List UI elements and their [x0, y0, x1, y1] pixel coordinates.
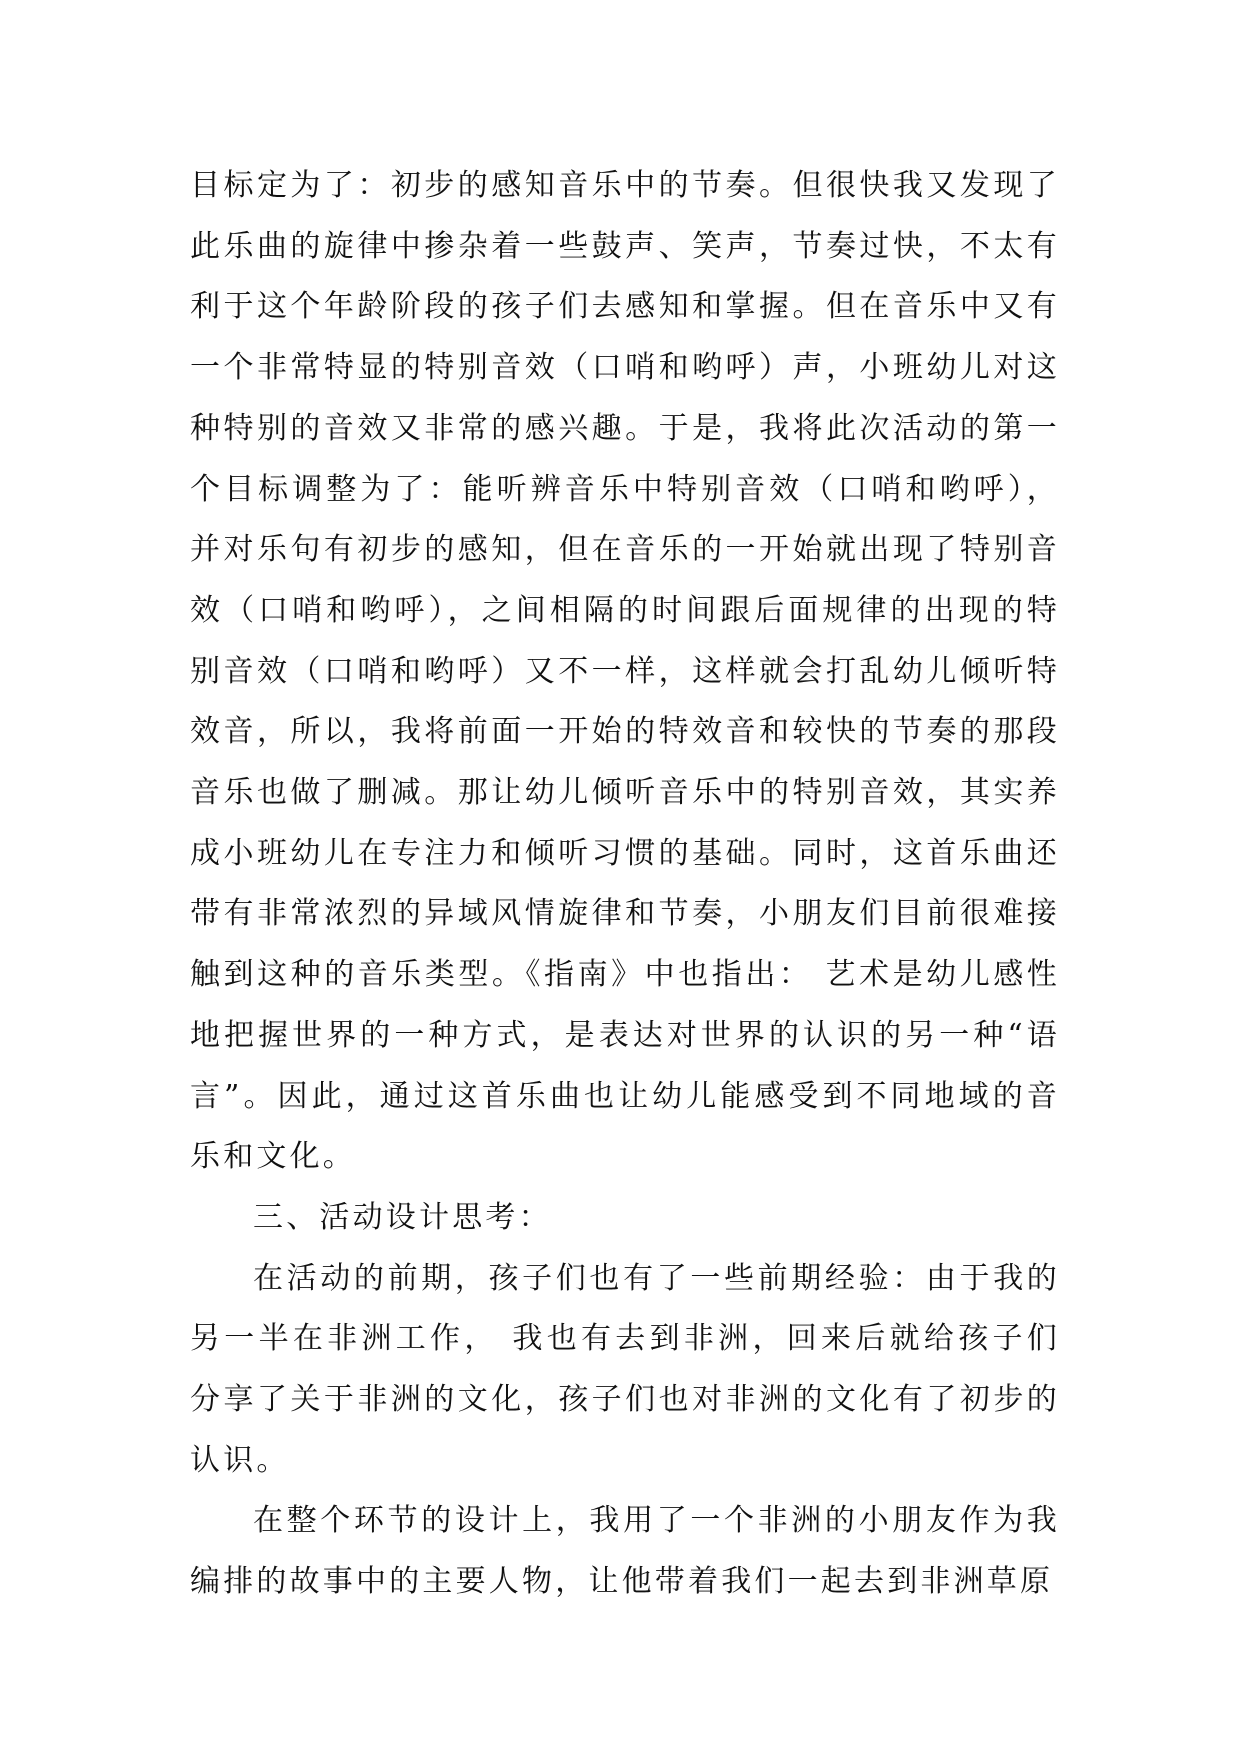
section-heading-activity-design: 三、活动设计思考： — [253, 1199, 552, 1235]
paragraph-session-design: 在整个环节的设计上，我用了一个非洲的小朋友作为我编排的故事中的主要人物，让他带着我们一起去到非洲草原 — [190, 1503, 1060, 1600]
document-body — [190, 156, 1060, 1613]
paragraph-music-goals: 目标定为了：初步的感知音乐中的节奏。但很快我又发现了此乐曲的旋律中掺杂着一些鼓声、笑声，节奏过快，不太有利于这个年龄阶段的孩子们去感知和掌握。但在音乐中又有一个非常特显的特别音效（口哨和哟呼）声，小班幼儿对这种特别的音效又非常的感兴趣。于是，我将此次活动的第一个目标调整为了：能听辨音乐中特别音效（口哨和哟呼），并对乐句有初步的感知，但在音乐的一开始就出现了特别音效（口哨和哟呼），之间相隔的时间跟后面规律的出现的特别音效（口哨和哟呼）又不一样，这样就会打乱幼儿倾听特效音，所以，我将前面一开始的特效音和较快的节奏的那段音乐也做了删减。那让幼儿倾听音乐中的特别音效，其实养成小班幼儿在专注力和倾听习惯的基础。同时，这首乐曲还带有非常浓烈的异域风情旋律和节奏，小朋友们目前很难接触到这种的音乐类型。《指南》中也指出： 艺术是幼儿感性地把握世界的一种方式，是表达对世界的认识的另一种“语言”。因此，通过这首乐曲也让幼儿能感受到不同地域的音乐和文化。 — [190, 168, 1060, 1175]
paragraph-prior-experience: 在活动的前期，孩子们也有了一些前期经验：由于我的另一半在非洲工作， 我也有去到非洲，回来后就给孩子们分享了关于非洲的文化，孩子们也对非洲的文化有了初步的认识。 — [190, 1260, 1060, 1478]
